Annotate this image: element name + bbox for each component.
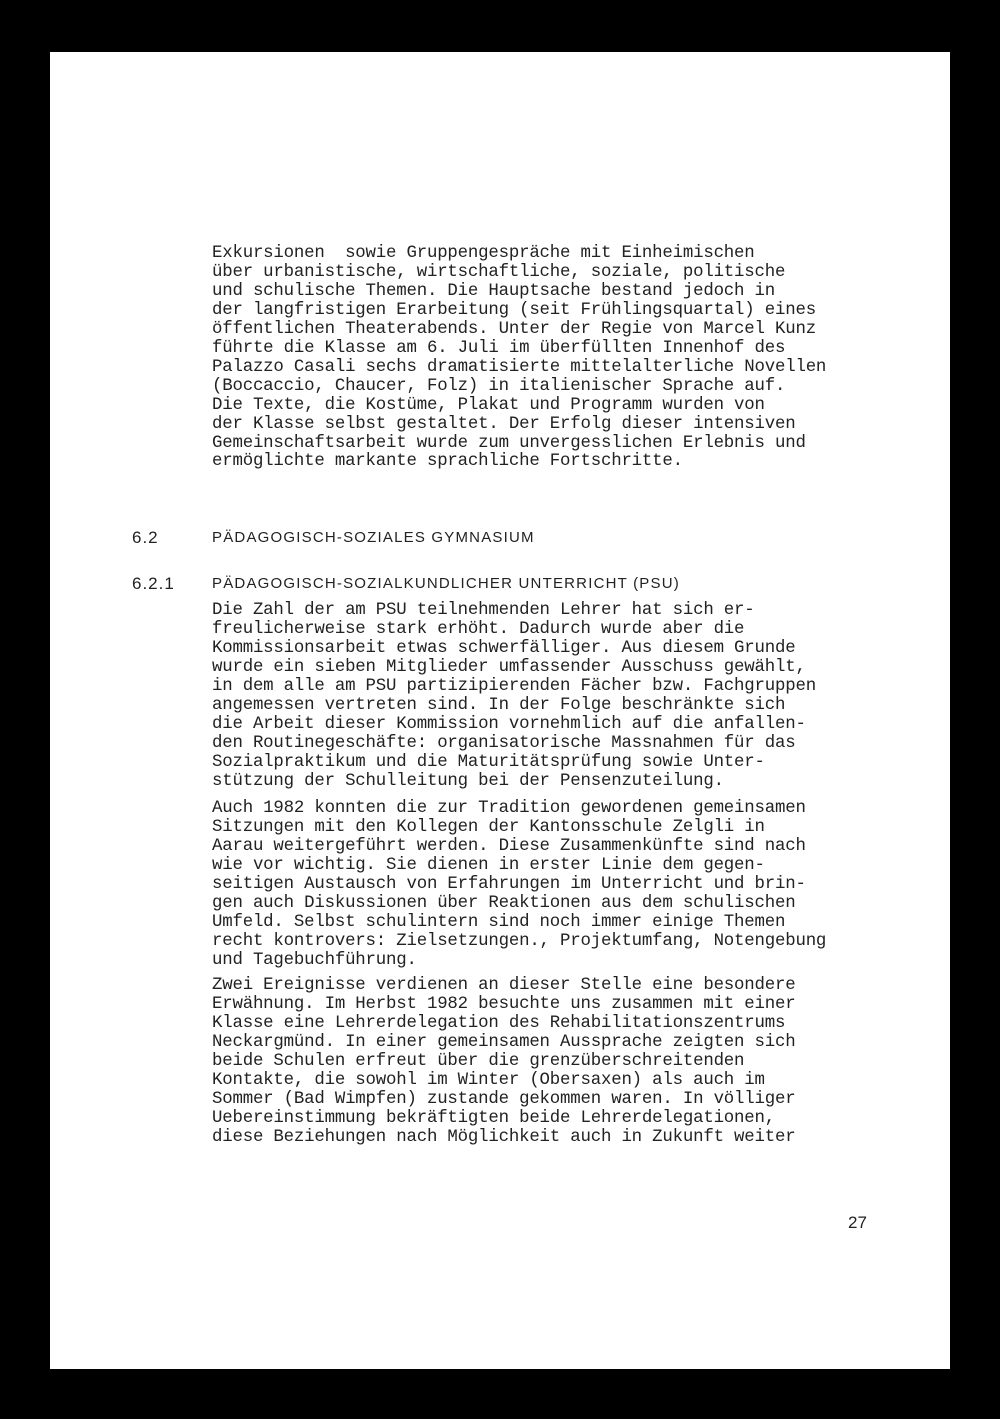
- text-line: wurde ein sieben Mitglieder umfassender Ausschuss gewählt,: [212, 657, 806, 677]
- text-line: wie vor wichtig. Sie dienen in erster Linie dem gegen-: [212, 855, 765, 875]
- section-number: 6.2: [132, 528, 159, 547]
- text-line: diese Beziehungen nach Möglichkeit auch in Zukunft weiter: [212, 1127, 796, 1147]
- text-line: die Arbeit dieser Kommission vornehmlich auf die anfallen-: [212, 714, 806, 734]
- text-line: Die Zahl der am PSU teilnehmenden Lehrer hat sich er-: [212, 601, 755, 620]
- text-line: freulicherweise stark erhöht. Dadurch wurde aber die: [212, 619, 745, 639]
- text-line: in dem alle am PSU partizipierenden Fächer bzw. Fachgruppen: [212, 676, 816, 696]
- page-number: 27: [848, 1213, 867, 1232]
- subsection-number: 6.2.1: [132, 574, 175, 593]
- text-line: Umfeld. Selbst schulintern sind noch immer einige Themen: [212, 912, 786, 932]
- text-line: Die Texte, die Kostüme, Plakat und Programm wurden von: [212, 395, 765, 415]
- text-line: den Routinegeschäfte: organisatorische Massnahmen für das: [212, 733, 796, 753]
- text-line: öffentlichen Theaterabends. Unter der Regie von Marcel Kunz: [212, 319, 816, 339]
- text-line: Kontakte, die sowohl im Winter (Obersaxen) als auch im: [212, 1070, 765, 1090]
- section-title: PÄDAGOGISCH-SOZIALES GYMNASIUM: [212, 529, 535, 546]
- text-line: über urbanistische, wirtschaftliche, soziale, politische: [212, 262, 786, 282]
- text-line: Neckargmünd. In einer gemeinsamen Aussprache zeigten sich: [212, 1032, 796, 1052]
- text-line: stützung der Schulleitung bei der Pensenzuteilung.: [212, 771, 724, 791]
- document-page: [50, 52, 950, 1369]
- text-line: (Boccaccio, Chaucer, Folz) in italienischer Sprache auf.: [212, 376, 786, 396]
- text-line: der Klasse selbst gestaltet. Der Erfolg dieser intensiven: [212, 414, 796, 434]
- text-line: gen auch Diskussionen über Reaktionen aus dem schulischen: [212, 893, 796, 913]
- text-line: der langfristigen Erarbeitung (seit Frühlingsquartal) eines: [212, 300, 816, 320]
- text-line: Erwähnung. Im Herbst 1982 besuchte uns zusammen mit einer: [212, 994, 796, 1014]
- text-line: angemessen vertreten sind. In der Folge beschränkte sich: [212, 695, 786, 715]
- paragraph-commission: [212, 602, 912, 792]
- text-line: beide Schulen erfreut über die grenzüberschreitenden: [212, 1051, 745, 1071]
- text-line: Auch 1982 konnten die zur Tradition gewordenen gemeinsamen: [212, 799, 806, 818]
- text-line: ermöglichte markante sprachliche Fortschritte.: [212, 452, 683, 472]
- text-line: Palazzo Casali sechs dramatisierte mittelalterliche Novellen: [212, 357, 827, 377]
- text-line: führte die Klasse am 6. Juli im überfüllten Innenhof des: [212, 338, 786, 358]
- paragraph-meetings: [212, 800, 912, 971]
- intro-paragraph: [212, 245, 912, 472]
- subsection-title: PÄDAGOGISCH-SOZIALKUNDLICHER UNTERRICHT (PSU): [212, 575, 680, 592]
- paragraph-events: [212, 977, 912, 1148]
- text-line: und schulische Themen. Die Hauptsache bestand jedoch in: [212, 281, 775, 301]
- text-line: Kommissionsarbeit etwas schwerfälliger. Aus diesem Grunde: [212, 638, 796, 658]
- text-line: und Tagebuchführung.: [212, 950, 417, 970]
- text-line: Sitzungen mit den Kollegen der Kantonsschule Zelgli in: [212, 817, 765, 837]
- text-line: Exkursionen sowie Gruppengespräche mit Einheimischen: [212, 244, 755, 263]
- text-line: Sozialpraktikum und die Maturitätsprüfung sowie Unter-: [212, 752, 765, 772]
- text-line: Klasse eine Lehrerdelegation des Rehabilitationszentrums: [212, 1013, 786, 1033]
- text-line: recht kontrovers: Zielsetzungen., Projektumfang, Notengebung: [212, 931, 827, 951]
- text-line: seitigen Austausch von Erfahrungen im Unterricht und brin-: [212, 874, 806, 894]
- text-line: Sommer (Bad Wimpfen) zustande gekommen waren. In völliger: [212, 1089, 796, 1109]
- text-line: Aarau weitergeführt werden. Diese Zusammenkünfte sind nach: [212, 836, 806, 856]
- text-line: Zwei Ereignisse verdienen an dieser Stelle eine besondere: [212, 976, 796, 995]
- text-line: Uebereinstimmung bekräftigten beide Lehrerdelegationen,: [212, 1108, 775, 1128]
- text-line: Gemeinschaftsarbeit wurde zum unvergesslichen Erlebnis und: [212, 433, 806, 453]
